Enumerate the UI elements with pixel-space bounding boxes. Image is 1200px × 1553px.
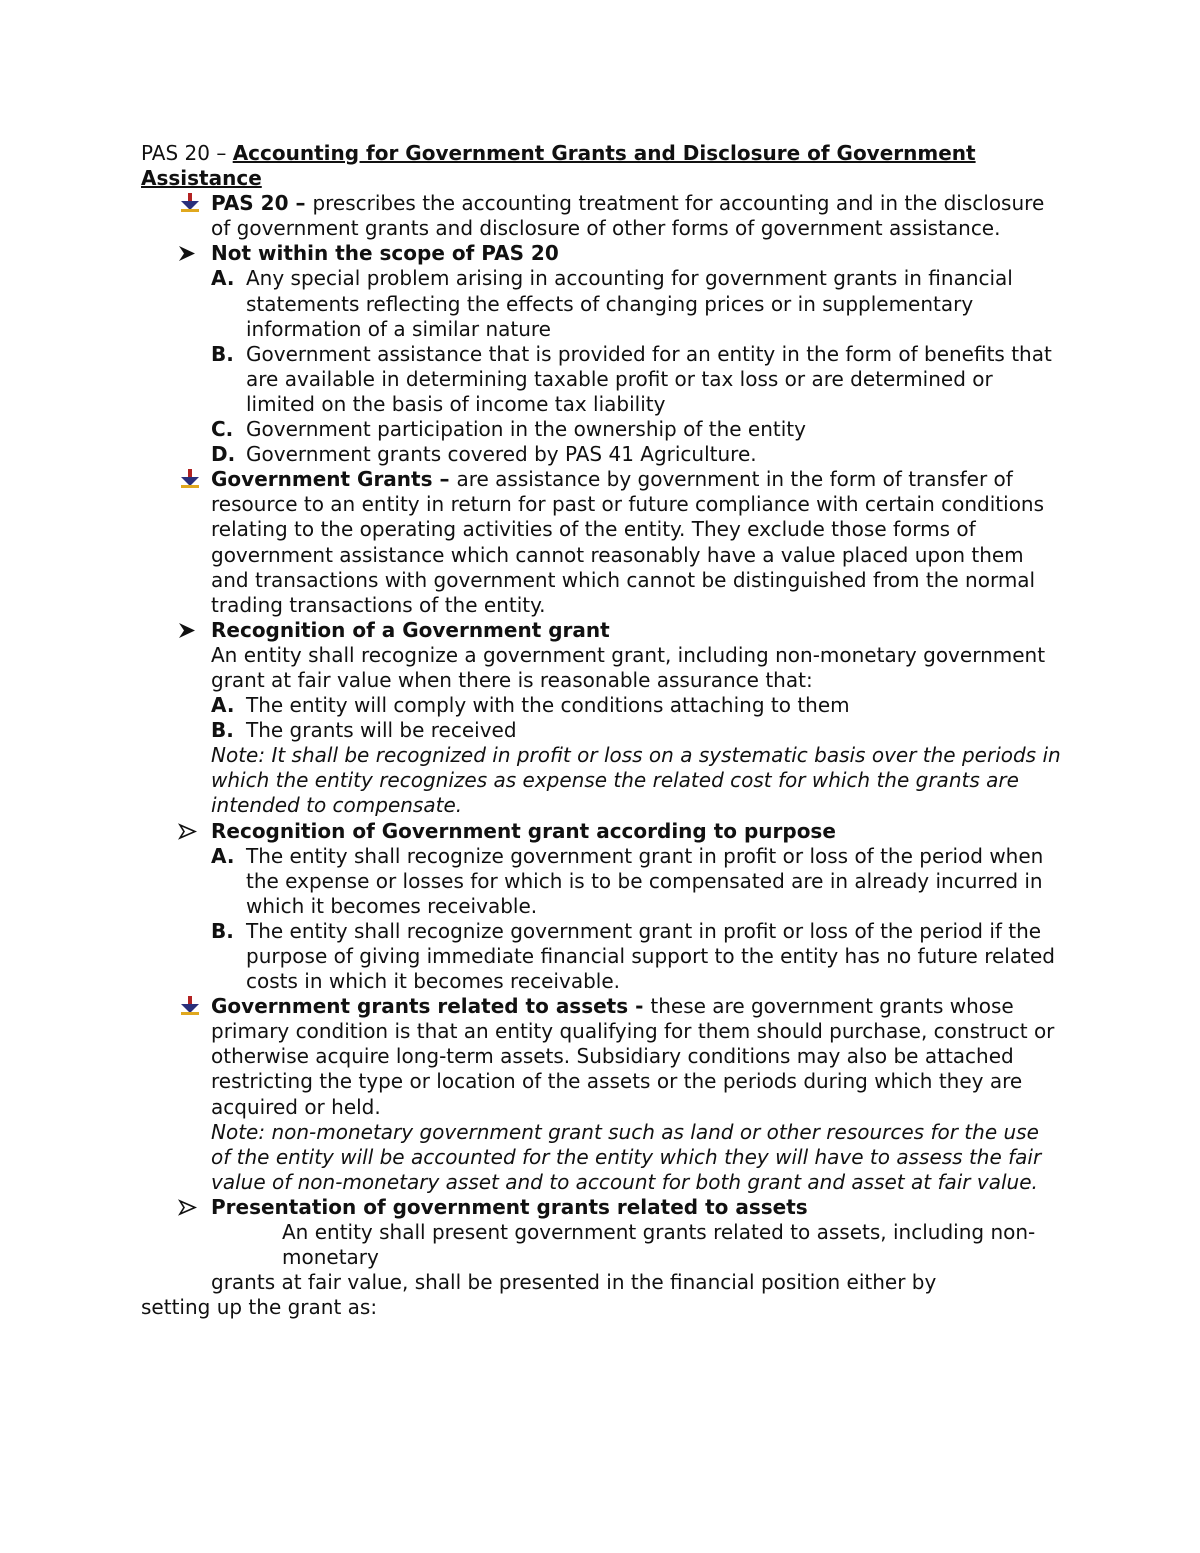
list-item: B. The grants will be received	[211, 718, 517, 743]
list-item: A. The entity shall recognize government grant in profit or loss of the period when the expense or losses for which is to be compensated are in already incurred in which it becomes receivable.	[211, 843, 1044, 918]
list-item: B. The entity shall recognize government grant in profit or loss of the period if the purpose of giving immediate financial support to the entity has no future related costs in which it becomes receivable.	[211, 918, 1055, 994]
assets-note: Note: non-monetary government grant such as land or other resources for the use of the entity will be accounted for the entity which they will have to assess the fair value of non-monetary asset and to account for both grant and asset at fair value.	[211, 1119, 1042, 1194]
bullet-grants-related-to-assets	[141, 994, 1061, 1119]
bullet-term: Presentation of government grants related to assets	[211, 1194, 808, 1219]
recognition-intro: An entity shall recognize a government grant, including non-monetary government grant at fair value when there is reasonable assurance that:	[211, 642, 1046, 692]
bullet-text: prescribes the accounting treatment for accounting and in the disclosure of government grants and disclosure of other forms of government assistance.	[211, 191, 1045, 241]
title-underlined: Accounting for Government Grants and Disclosure of Government Assistance	[141, 141, 976, 191]
bullet-recognition-purpose	[141, 819, 1061, 844]
bullet-term: Recognition of Government grant according to purpose	[211, 818, 836, 843]
bullet-term: Recognition of a Government grant	[211, 617, 610, 642]
recognition-note: Note: It shall be recognized in profit or loss on a systematic basis over the periods in which the entity recognizes as expense the related cost for which the grants are intended to compensate.	[211, 743, 1061, 818]
bullet-recognition	[141, 618, 1061, 643]
list-item: D. Government grants covered by PAS 41 Agriculture.	[211, 442, 757, 467]
down-arrow-bullet-icon	[175, 994, 205, 1019]
bullet-term: Government grants related to assets -	[211, 994, 651, 1019]
presentation-para-2: grants at fair value, shall be presented in the financial position either by	[211, 1270, 937, 1295]
bullet-not-within-scope	[141, 241, 1061, 266]
bullet-text: these are government grants whose primary condition is that an entity qualifying for them should purchase, construct or otherwise acquire long-term assets. Subsidiary conditions may also be attached restricting the type or location of the assets or the periods during which they are acquired or held.	[211, 994, 1055, 1119]
list-item: A. Any special problem arising in accounting for government grants in financial statements reflecting the effects of changing prices or in supplementary information of a similar nature	[211, 266, 1013, 341]
bullet-term: Government Grants –	[211, 467, 457, 492]
list-item: B. Government assistance that is provided for an entity in the form of benefits that are available in determining taxable profit or tax loss or are determined or limited on the basis of income tax liability	[211, 341, 1052, 416]
document-title	[141, 141, 1061, 191]
presentation-para-1: An entity shall present government grants related to assets, including non-monetary	[282, 1220, 1036, 1270]
title-prefix: PAS 20 –	[141, 141, 233, 165]
presentation-para-3: setting up the grant as:	[141, 1295, 378, 1320]
bullet-term: PAS 20 –	[211, 191, 313, 216]
bullet-text: are assistance by government in the form of transfer of resource to an entity in return for past or future compliance with certain conditions relating to the operating activities of the entity. They exclude those forms of government assistance which cannot reasonably have a value placed upon them and transactions with government which cannot be distinguished from the normal trading transactions of the entity.	[211, 467, 1045, 617]
bullet-presentation	[141, 1195, 1061, 1220]
outline-arrow-bullet-icon	[175, 1195, 205, 1220]
list-item: A. The entity will comply with the conditions attaching to them	[211, 693, 850, 718]
bullet-government-grants	[141, 467, 1061, 618]
document-page	[141, 141, 1061, 1320]
down-arrow-bullet-icon	[175, 467, 205, 492]
down-arrow-bullet-icon	[175, 191, 205, 216]
chevron-right-bullet-icon	[175, 618, 205, 643]
bullet-term: Not within the scope of PAS 20	[211, 241, 559, 266]
bullet-pas20-definition	[141, 191, 1061, 241]
outline-arrow-bullet-icon	[175, 819, 205, 844]
chevron-right-bullet-icon	[175, 241, 205, 266]
list-item: C. Government participation in the ownership of the entity	[211, 417, 806, 442]
